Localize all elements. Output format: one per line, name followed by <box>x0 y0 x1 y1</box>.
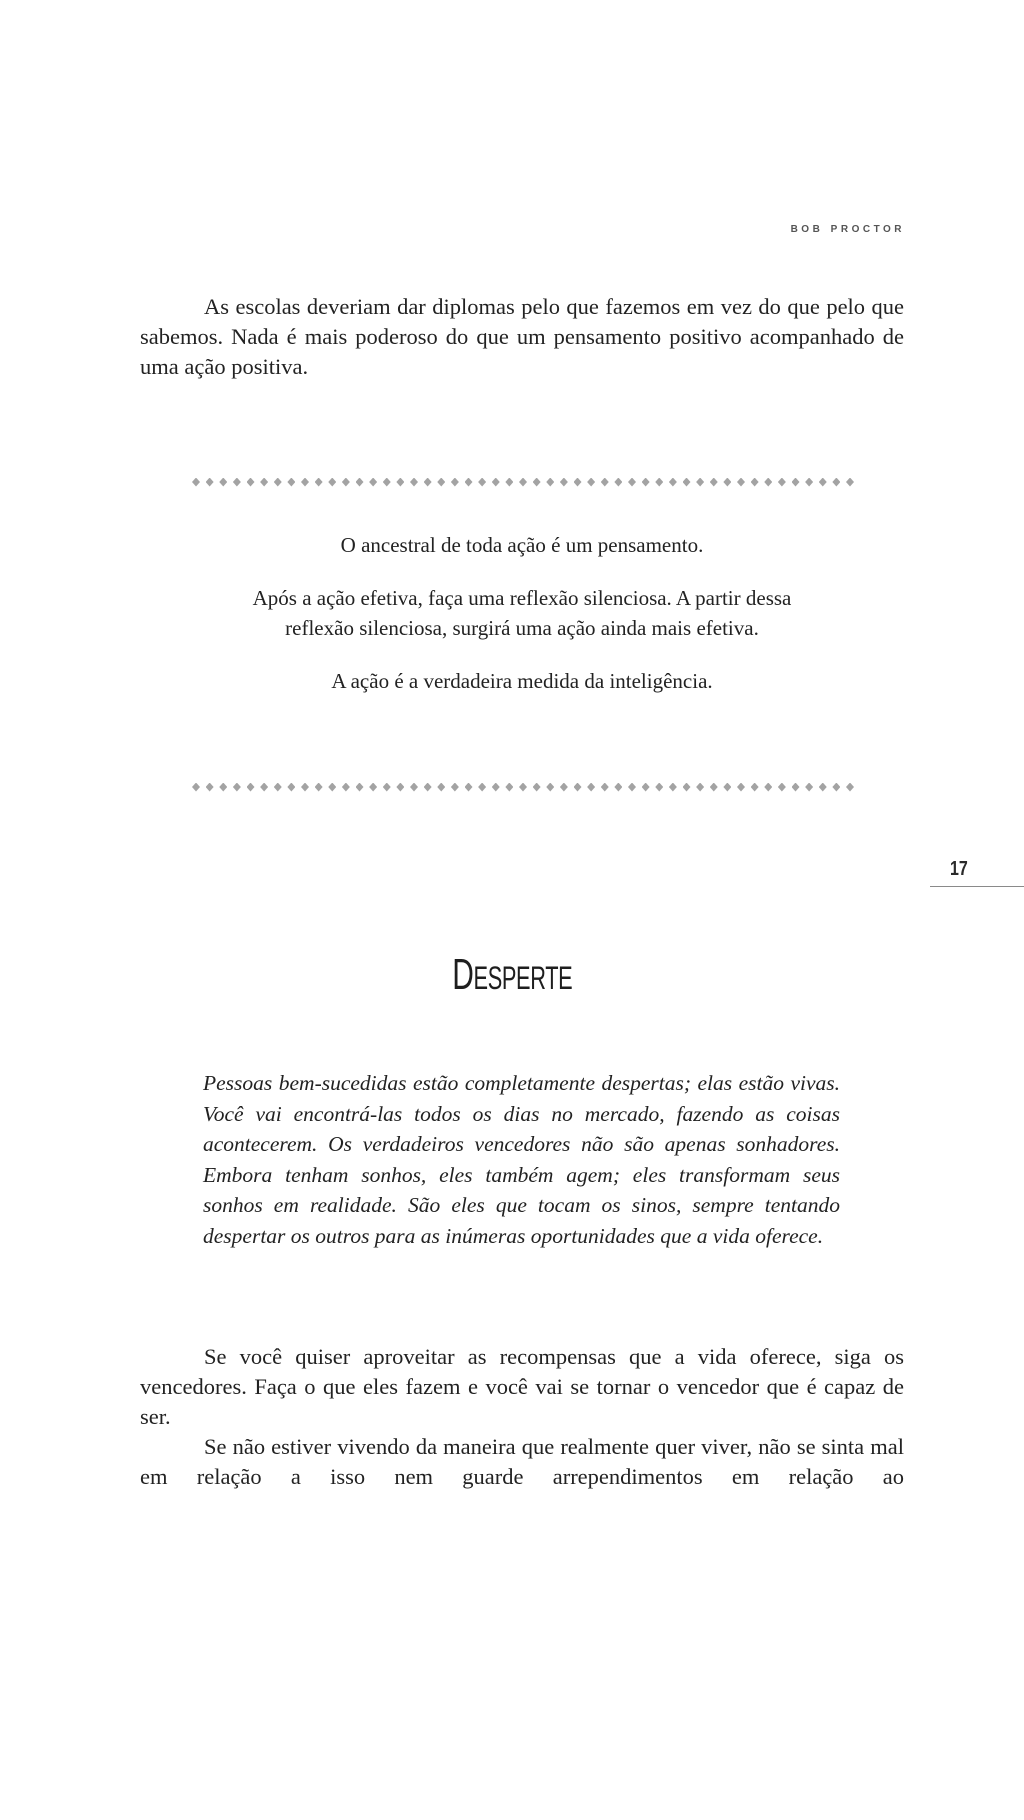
diamond-ornament-icon <box>505 783 513 792</box>
diamond-ornament-icon <box>451 783 459 792</box>
diamond-ornament-icon <box>696 783 704 792</box>
diamond-ornament-icon <box>301 478 309 487</box>
quote-3: A ação é a verdadeira medida da inteligência. <box>331 669 713 693</box>
diamond-ornament-icon <box>546 783 554 792</box>
diamond-ornament-icon <box>546 478 554 487</box>
diamond-ornament-icon <box>560 478 568 487</box>
chapter-intro-italic: Pessoas bem-sucedidas estão completamente despertas; elas estão vivas. Você vai encontrá-las todos os dias no mercado, fazendo as coisas acontecerem. Os verdadeiros vencedores não são apenas sonhadores. Embora tenham sonhos, eles também agem; eles transformam seus sonhos em realidade. São eles que tocam os sinos, sempre tentando despertar os outros para as inúmeras oportunidades que a vida oferece. <box>203 1071 840 1248</box>
page-number-rule <box>930 886 1024 887</box>
quote-2: Após a ação efetiva, faça uma reflexão silenciosa. A partir dessa reflexão silenciosa, surgirá uma ação ainda mais efetiva. <box>252 586 792 640</box>
diamond-ornament-icon <box>247 783 255 792</box>
diamond-ornament-icon <box>437 783 445 792</box>
diamond-ornament-icon <box>396 783 404 792</box>
running-header-author: bob proctor <box>790 219 905 235</box>
chapter-title <box>0 950 1024 1000</box>
diamond-ornament-icon <box>819 478 827 487</box>
diamond-ornament-icon <box>383 783 391 792</box>
diamond-ornament-icon <box>846 783 854 792</box>
quotes-block <box>140 530 904 719</box>
diamond-ornament-icon <box>260 783 268 792</box>
diamond-ornament-icon <box>206 478 214 487</box>
diamond-ornament-icon <box>778 783 786 792</box>
diamond-ornament-icon <box>328 783 336 792</box>
diamond-ornament-icon <box>219 783 227 792</box>
diamond-ornament-icon <box>424 478 432 487</box>
diamond-ornament-icon <box>356 478 364 487</box>
diamond-ornament-icon <box>751 783 759 792</box>
diamond-ornament-icon <box>410 478 418 487</box>
diamond-ornament-icon <box>192 478 200 487</box>
diamond-ornament-icon <box>315 783 323 792</box>
diamond-ornament-icon <box>642 783 650 792</box>
diamond-ornament-icon <box>342 783 350 792</box>
chapter-title-initial: D <box>451 950 474 999</box>
diamond-ornament-icon <box>696 478 704 487</box>
diamond-ornament-icon <box>832 478 840 487</box>
quote-1: O ancestral de toda ação é um pensamento. <box>340 533 704 557</box>
ornamental-divider-bottom <box>192 781 854 793</box>
diamond-ornament-icon <box>710 783 718 792</box>
diamond-ornament-icon <box>655 478 663 487</box>
diamond-ornament-icon <box>628 783 636 792</box>
diamond-ornament-icon <box>478 783 486 792</box>
diamond-ornament-icon <box>328 478 336 487</box>
diamond-ornament-icon <box>465 783 473 792</box>
diamond-ornament-icon <box>533 478 541 487</box>
opening-text-block <box>140 292 904 382</box>
diamond-ornament-icon <box>614 478 622 487</box>
diamond-ornament-icon <box>723 478 731 487</box>
chapter-title-rest: ESPERTE <box>473 960 573 996</box>
diamond-ornament-icon <box>219 478 227 487</box>
diamond-ornament-icon <box>410 783 418 792</box>
diamond-ornament-icon <box>574 783 582 792</box>
diamond-ornament-icon <box>192 783 200 792</box>
diamond-ornament-icon <box>505 478 513 487</box>
diamond-ornament-icon <box>819 783 827 792</box>
body-paragraph-2: Se não estiver vivendo da maneira que realmente quer viver, não se sinta mal em relação a isso nem guarde arrependimentos em relação ao <box>140 1434 904 1489</box>
diamond-ornament-icon <box>737 478 745 487</box>
diamond-ornament-icon <box>778 478 786 487</box>
diamond-ornament-icon <box>287 783 295 792</box>
diamond-ornament-icon <box>628 478 636 487</box>
diamond-ornament-icon <box>274 478 282 487</box>
diamond-ornament-icon <box>683 478 691 487</box>
diamond-ornament-icon <box>805 783 813 792</box>
diamond-ornament-icon <box>396 478 404 487</box>
diamond-ornament-icon <box>383 478 391 487</box>
diamond-ornament-icon <box>465 478 473 487</box>
diamond-ornament-icon <box>206 783 214 792</box>
diamond-ornament-icon <box>315 478 323 487</box>
diamond-ornament-icon <box>451 478 459 487</box>
diamond-ornament-icon <box>233 783 241 792</box>
diamond-ornament-icon <box>614 783 622 792</box>
diamond-ornament-icon <box>792 783 800 792</box>
diamond-ornament-icon <box>424 783 432 792</box>
diamond-ornament-icon <box>260 478 268 487</box>
diamond-ornament-icon <box>574 478 582 487</box>
diamond-ornament-icon <box>751 478 759 487</box>
diamond-ornament-icon <box>655 783 663 792</box>
diamond-ornament-icon <box>247 478 255 487</box>
diamond-ornament-icon <box>846 478 854 487</box>
diamond-ornament-icon <box>764 783 772 792</box>
diamond-ornament-icon <box>478 478 486 487</box>
diamond-ornament-icon <box>369 478 377 487</box>
diamond-ornament-icon <box>533 783 541 792</box>
diamond-ornament-icon <box>669 478 677 487</box>
diamond-ornament-icon <box>710 478 718 487</box>
diamond-ornament-icon <box>723 783 731 792</box>
diamond-ornament-icon <box>356 783 364 792</box>
ornamental-divider-top <box>192 476 854 488</box>
diamond-ornament-icon <box>669 783 677 792</box>
diamond-ornament-icon <box>301 783 309 792</box>
diamond-ornament-icon <box>642 478 650 487</box>
diamond-ornament-icon <box>805 478 813 487</box>
chapter-body <box>140 1342 904 1492</box>
opening-paragraph: As escolas deveriam dar diplomas pelo que fazemos em vez do que pelo que sabemos. Nada é mais poderoso do que um pensamento positivo acompanhado de uma ação positiva. <box>140 294 904 379</box>
page-number: 17 <box>950 858 968 880</box>
diamond-ornament-icon <box>764 478 772 487</box>
diamond-ornament-icon <box>683 783 691 792</box>
diamond-ornament-icon <box>492 478 500 487</box>
diamond-ornament-icon <box>519 478 527 487</box>
diamond-ornament-icon <box>492 783 500 792</box>
body-paragraph-1: Se você quiser aproveitar as recompensas que a vida oferece, siga os vencedores. Faça o que eles fazem e você vai se tornar o vencedor que é capaz de ser. <box>140 1344 904 1429</box>
diamond-ornament-icon <box>560 783 568 792</box>
diamond-ornament-icon <box>587 478 595 487</box>
diamond-ornament-icon <box>233 478 241 487</box>
diamond-ornament-icon <box>792 478 800 487</box>
diamond-ornament-icon <box>587 783 595 792</box>
diamond-ornament-icon <box>437 478 445 487</box>
diamond-ornament-icon <box>274 783 282 792</box>
diamond-ornament-icon <box>519 783 527 792</box>
diamond-ornament-icon <box>342 478 350 487</box>
diamond-ornament-icon <box>832 783 840 792</box>
diamond-ornament-icon <box>737 783 745 792</box>
diamond-ornament-icon <box>287 478 295 487</box>
diamond-ornament-icon <box>369 783 377 792</box>
diamond-ornament-icon <box>601 478 609 487</box>
diamond-ornament-icon <box>601 783 609 792</box>
